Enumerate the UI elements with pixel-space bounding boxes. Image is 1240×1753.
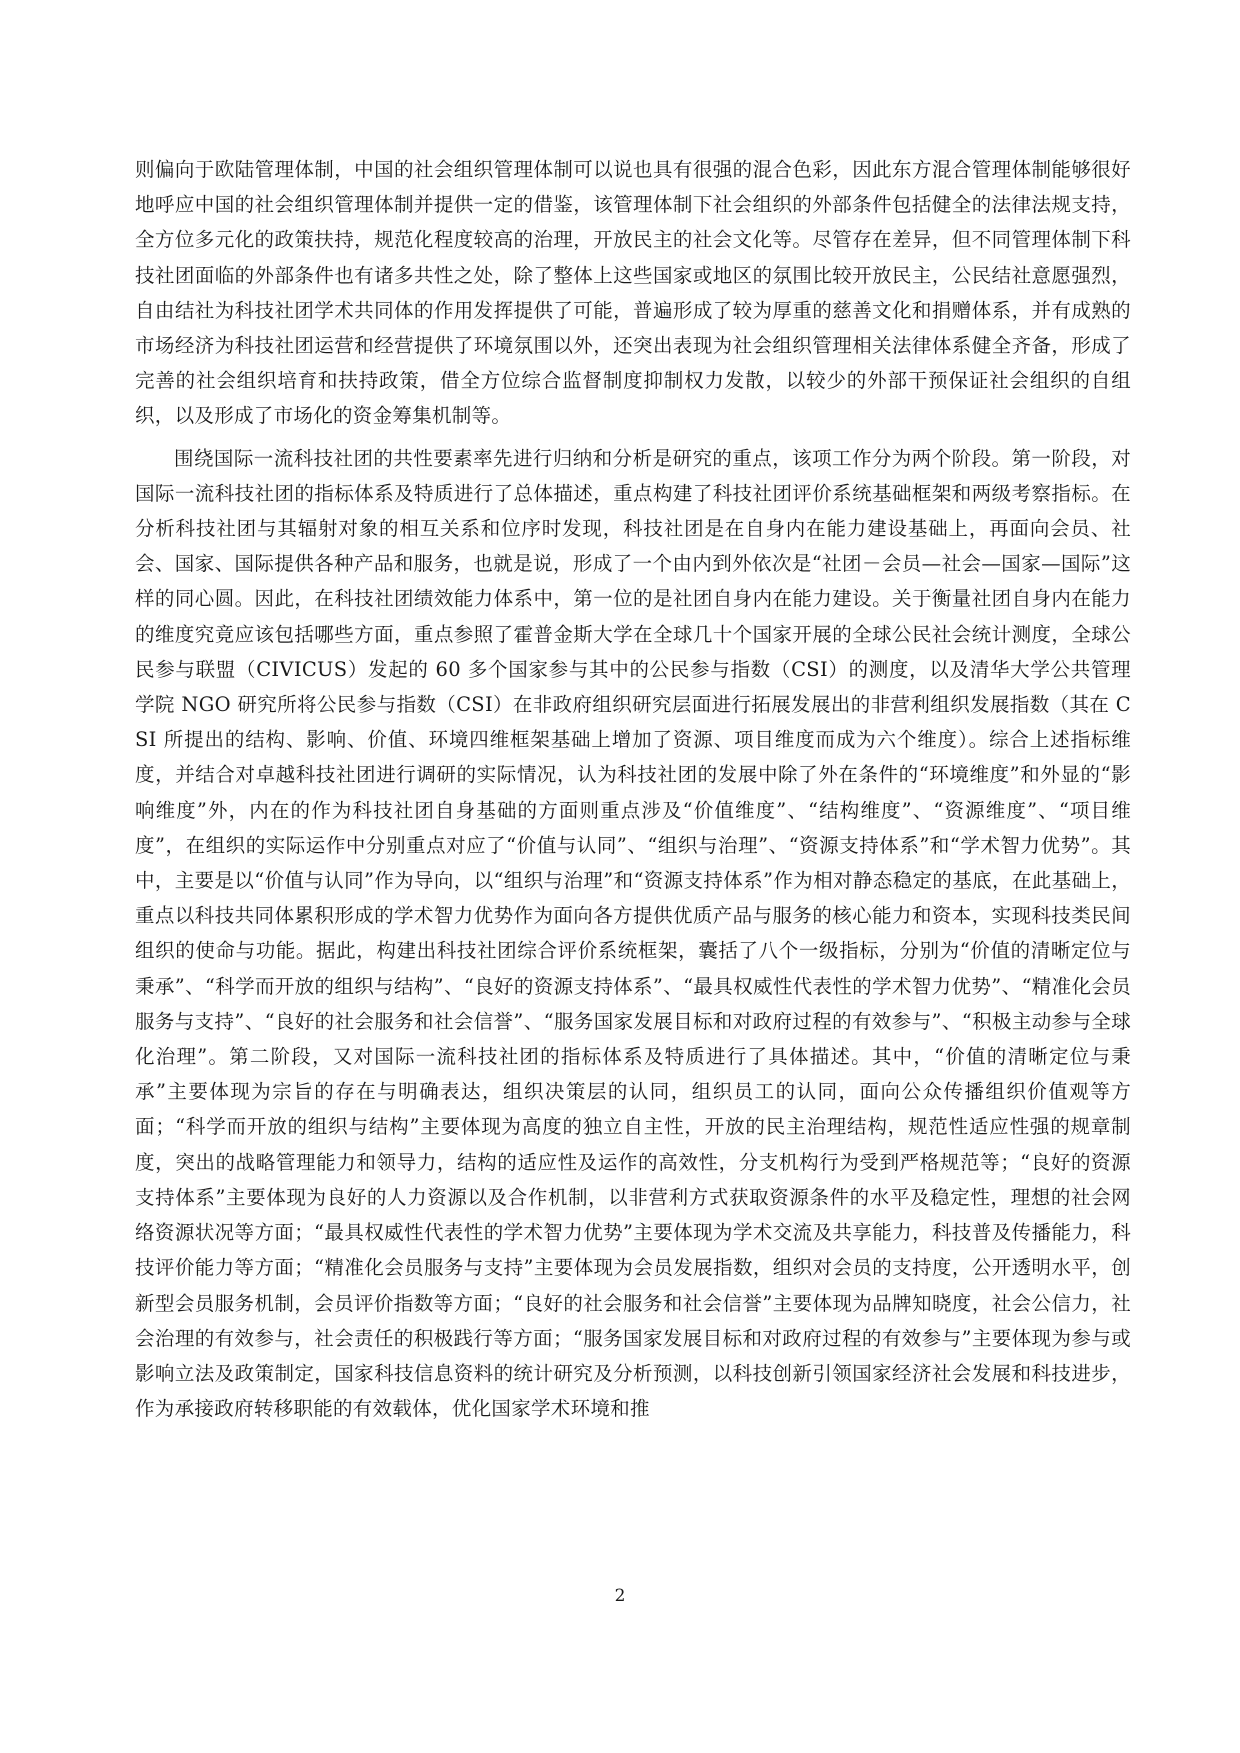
page-number: 2: [614, 1586, 626, 1606]
body-text: [135, 152, 1131, 1426]
paragraph-research-focus: 围绕国际一流科技社团的共性要素率先进行归纳和分析是研究的重点，该项工作分为两个阶段。第一阶段，对国际一流科技社团的指标体系及特质进行了总体描述，重点构建了科技社团评价系统基础框架和两级考察指标。在分析科技社团与其辐射对象的相互关系和位序时发现，科技社团是在自身内在能力建设基础上，再面向会员、社会、国家、国际提供各种产品和服务，也就是说，形成了一个由内到外依次是“社团－会员—社会—国家—国际”这样的同心圆。因此，在科技社团绩效能力体系中，第一位的是社团自身内在能力建设。关于衡量社团自身内在能力的维度究竟应该包括哪些方面，重点参照了霍普金斯大学在全球几十个国家开展的全球公民社会统计测度，全球公民参与联盟（CIVICUS）发起的 60 多个国家参与其中的公民参与指数（CSI）的测度，以及清华大学公共管理学院 NGO 研究所将公民参与指数（CSI）在非政府组织研究层面进行拓展发展出的非营利组织发展指数（其在 CSI 所提出的结构、影响、价值、环境四维框架基础上增加了资源、项目维度而成为六个维度）。综合上述指标维度，并结合对卓越科技社团进行调研的实际情况，认为科技社团的发展中除了外在条件的“环境维度”和外显的“影响维度”外，内在的作为科技社团自身基础的方面则重点涉及“价值维度”、“结构维度”、“资源维度”、“项目维度”，在组织的实际运作中分别重点对应了“价值与认同”、“组织与治理”、“资源支持体系”和“学术智力优势”。其中，主要是以“价值与认同”作为导向，以“组织与治理”和“资源支持体系”作为相对静态稳定的基底，在此基础上，重点以科技共同体累积形成的学术智力优势作为面向各方提供优质产品与服务的核心能力和资本，实现科技类民间组织的使命与功能。据此，构建出科技社团综合评价系统框架，囊括了八个一级指标，分别为“价值的清晰定位与秉承”、“科学而开放的组织与结构”、“良好的资源支持体系”、“最具权威性代表性的学术智力优势”、“精准化会员服务与支持”、“良好的社会服务和社会信誉”、“服务国家发展目标和对政府过程的有效参与”、“积极主动参与全球化治理”。第二阶段，又对国际一流科技社团的指标体系及特质进行了具体描述。其中，“价值的清晰定位与秉承”主要体现为宗旨的存在与明确表达，组织决策层的认同，组织员工的认同，面向公众传播组织价值观等方面；“科学而开放的组织与结构”主要体现为高度的独立自主性，开放的民主治理结构，规范性适应性强的规章制度，突出的战略管理能力和领导力，结构的适应性及运作的高效性，分支机构行为受到严格规范等；“良好的资源支持体系”主要体现为良好的人力资源以及合作机制，以非营利方式获取资源条件的水平及稳定性，理想的社会网络资源状况等方面；“最具权威性代表性的学术智力优势”主要体现为学术交流及共享能力，科技普及传播能力，科技评价能力等方面；“精准化会员服务与支持”主要体现为会员发展指数，组织对会员的支持度，公开透明水平，创新型会员服务机制，会员评价指数等方面；“良好的社会服务和社会信誉”主要体现为品牌知晓度，社会公信力，社会治理的有效参与，社会责任的积极践行等方面；“服务国家发展目标和对政府过程的有效参与”主要体现为参与或影响立法及政策制定，国家科技信息资料的统计研究及分析预测，以科技创新引领国家经济社会发展和科技进步，作为承接政府转移职能的有效载体，优化国家学术环境和推: [135, 446, 1131, 1421]
paragraph-continuation: 则偏向于欧陆管理体制，中国的社会组织管理体制可以说也具有很强的混合色彩，因此东方混合管理体制能够很好地呼应中国的社会组织管理体制并提供一定的借鉴，该管理体制下社会组织的外部条件包括健全的法律法规支持，全方位多元化的政策扶持，规范化程度较高的治理，开放民主的社会文化等。尽管存在差异，但不同管理体制下科技社团面临的外部条件也有诸多共性之处，除了整体上这些国家或地区的氛围比较开放民主，公民结社意愿强烈，自由结社为科技社团学术共同体的作用发挥提供了可能，普遍形成了较为厚重的慈善文化和捐赠体系，并有成熟的市场经济为科技社团运营和经营提供了环境氛围以外，还突出表现为社会组织管理相关法律体系健全齐备，形成了完善的社会组织培育和扶持政策，借全方位综合监督制度抑制权力发散，以较少的外部干预保证社会组织的自组织，以及形成了市场化的资金筹集机制等。: [135, 158, 1131, 428]
